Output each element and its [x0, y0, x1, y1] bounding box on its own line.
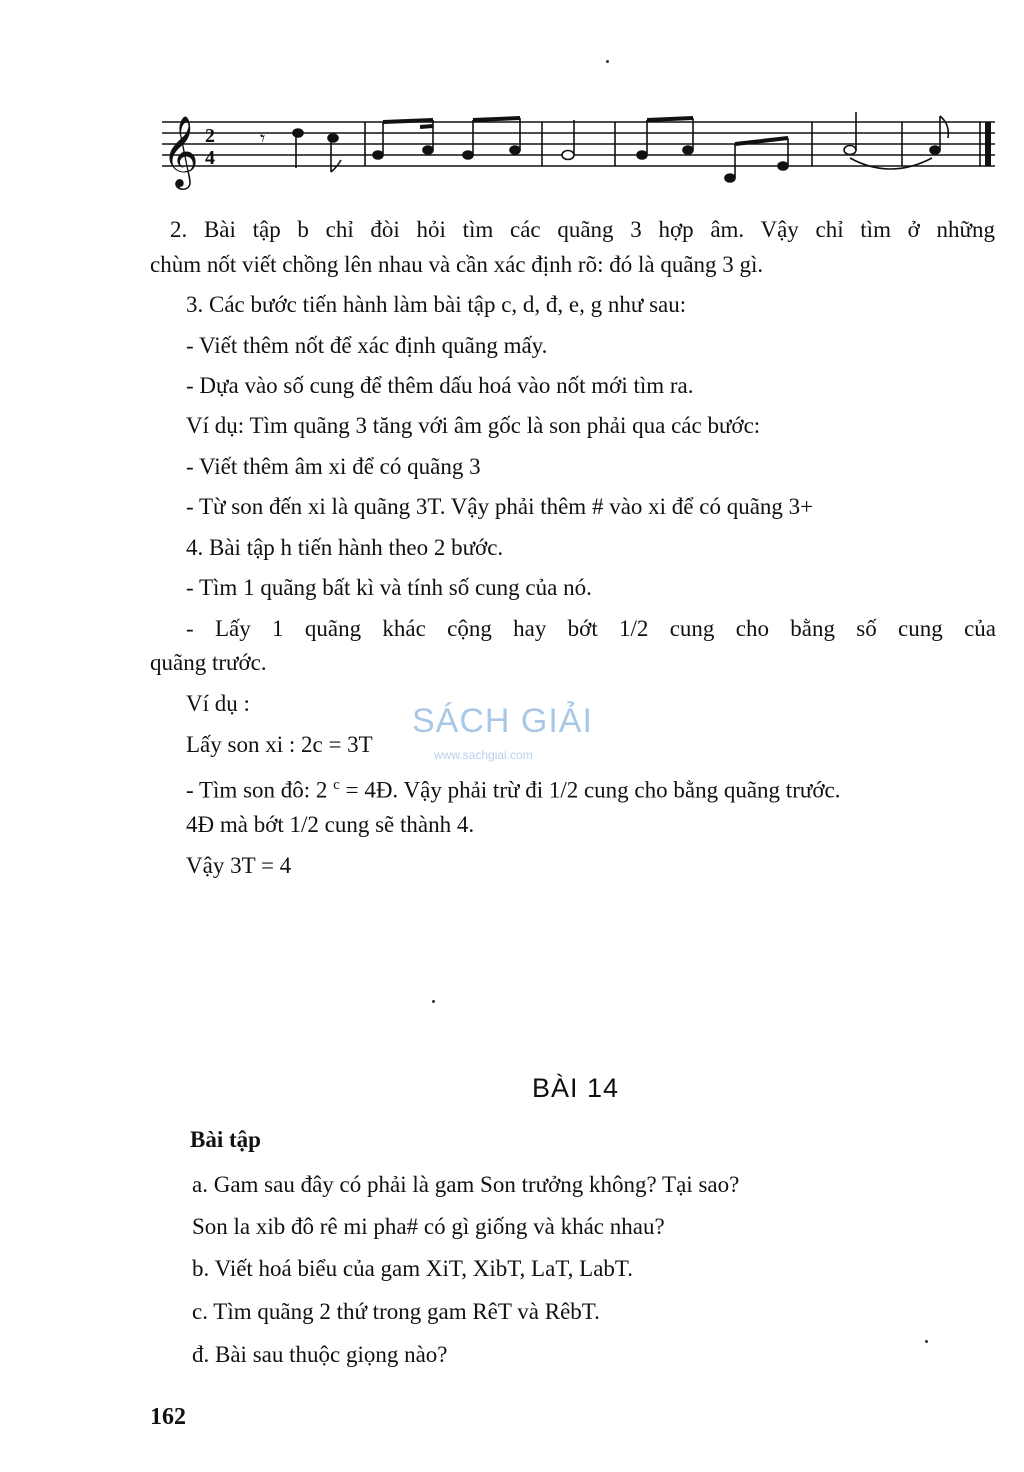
treble-clef-icon: 𝄞 [162, 114, 199, 187]
text-line: Vậy 3T = 4 [186, 853, 292, 878]
text-line: 3. Các bước tiến hành làm bài tập c, d, đ, e, g như sau: [186, 292, 687, 317]
text-line: - Lấy 1 quãng khác cộng hay bớt 1/2 cung cho bằng số cung của [186, 616, 996, 641]
exercise-line: c. Tìm quãng 2 thứ trong gam RêT và RêbT. [192, 1299, 600, 1324]
text-line: - Dựa vào số cung để thêm dấu hoá vào nốt mới tìm ra. [186, 373, 694, 398]
section-subheading: Bài tập [190, 1127, 261, 1152]
text-line: Ví dụ: Tìm quãng 3 tăng với âm gốc là son phải qua các bước: [186, 413, 761, 438]
speck [925, 1340, 928, 1343]
superscript: c [333, 777, 340, 793]
watermark-brand: SÁCH GIẢI [412, 702, 593, 740]
watermark-url: www.sachgiai.com [434, 748, 533, 762]
text-line: 4. Bài tập h tiến hành theo 2 bước. [186, 535, 504, 560]
page-number: 162 [150, 1404, 186, 1430]
text-line: - Từ son đến xi là quãng 3T. Vậy phải thêm # vào xi để có quãng 3+ [186, 494, 814, 519]
text-line: Ví dụ : [186, 691, 250, 716]
watermark [408, 686, 618, 776]
text-line: - Viết thêm nốt để xác định quãng mấy. [186, 333, 548, 358]
text-line: - Tìm 1 quãng bất kì và tính số cung của nó. [186, 575, 592, 600]
exercise-line: a. Gam sau đây có phải là gam Son trưởng không? Tại sao? [192, 1172, 740, 1197]
text-line: - Viết thêm âm xi để có quãng 3 [186, 454, 481, 479]
speck [606, 60, 609, 63]
text-line: Lấy son xi : 2c = 3T [186, 732, 373, 757]
exercise-line: b. Viết hoá biểu của gam XiT, XibT, LaT, LabT. [192, 1256, 634, 1281]
text-segment: - Tìm son đô: 2 [186, 777, 328, 803]
text-segment: = 4Đ. Vậy phải trừ đi 1/2 cung cho bằng quãng trước. [345, 777, 841, 803]
text-line: quãng trước. [150, 650, 267, 675]
exercise-line: đ. Bài sau thuộc giọng nào? [192, 1342, 448, 1367]
exercise-line: Son la xib đô rê mi pha# có gì giống và khác nhau? [192, 1214, 665, 1239]
lesson-heading: BÀI 14 [532, 1073, 620, 1103]
text-line: chùm nốt viết chồng lên nhau và cần xác định rõ: đó là quãng 3 gì. [150, 252, 764, 277]
speck [432, 1000, 435, 1003]
text-line: 4Đ mà bớt 1/2 cung sẽ thành 4. [186, 812, 475, 837]
svg-text:𝄾: 𝄾 [260, 126, 266, 150]
text-line: 2. Bài tập b chỉ đòi hỏi tìm các quãng 3 hợp âm. Vậy chỉ tìm ở những [170, 217, 995, 242]
music-staff [150, 100, 1000, 195]
time-signature-bottom: 4 [205, 147, 215, 169]
time-signature-top: 2 [205, 125, 215, 147]
